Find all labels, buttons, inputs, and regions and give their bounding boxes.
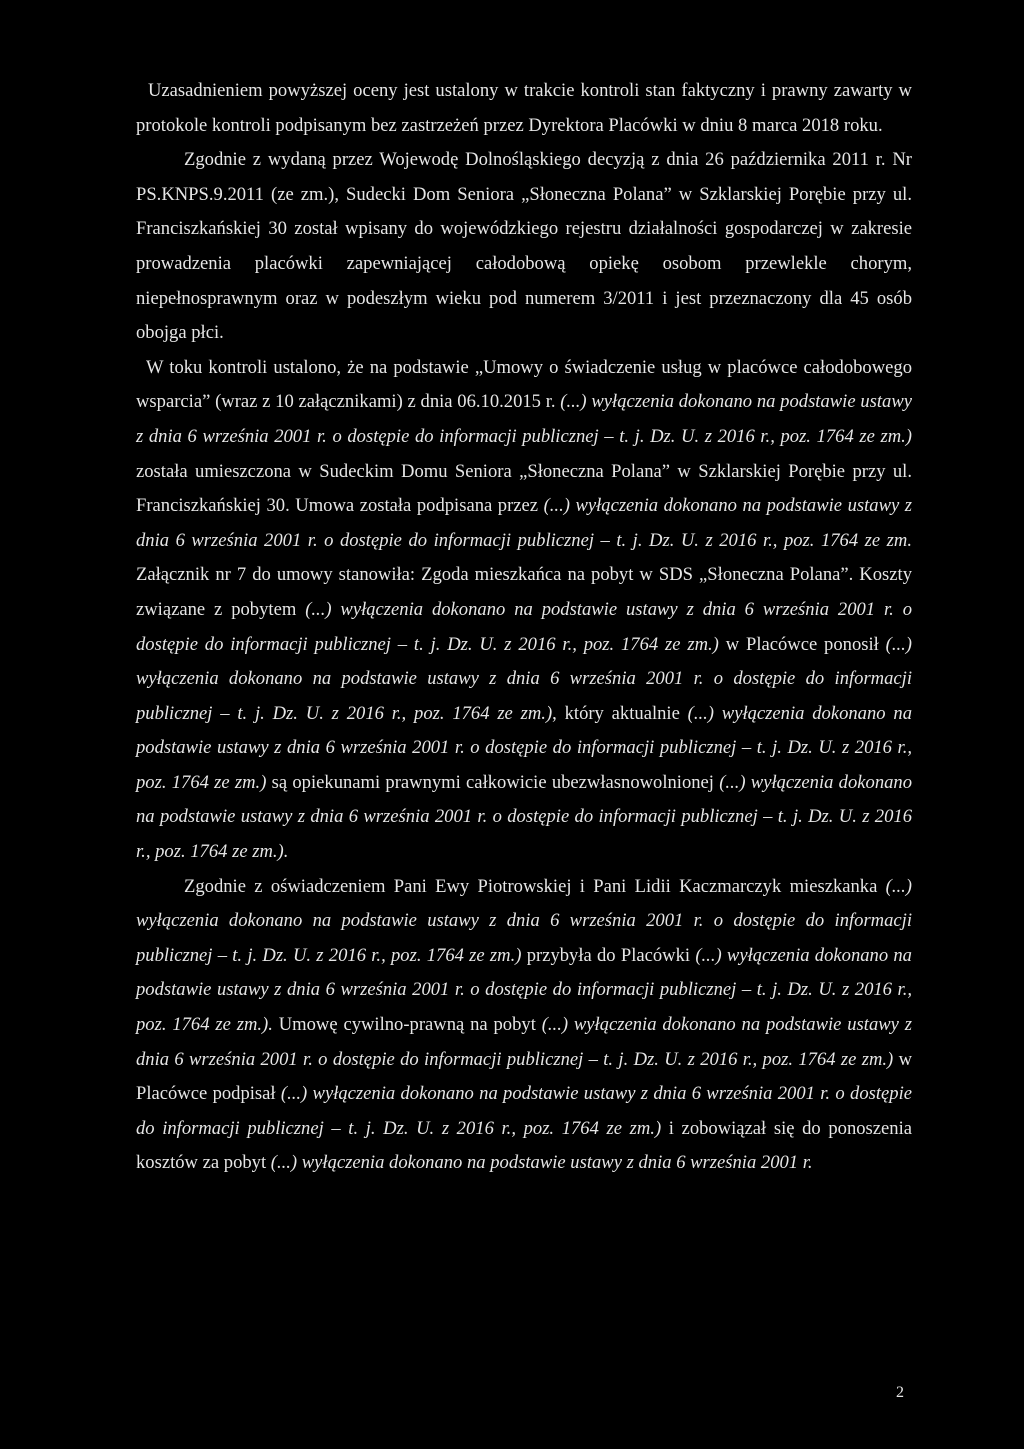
text-segment: w Placówce ponosił [718,633,886,655]
text-segment: i zobowiązał się do ponoszenia kosztów za pobyt [136,1117,912,1174]
text-segment: Umowę cywilno-prawną na pobyt [272,1014,542,1036]
redaction-note: (...) wyłączenia dokonano na podstawie ustawy z dnia 6 września 2001 r. o dostępie do informacji publicznej – t. j. Dz. U. z 2016 r., poz. 1764 ze zm.) [136,875,912,966]
paragraph-inspection-findings [136,351,912,870]
redaction-note: (...) wyłączenia dokonano na podstawie ustawy z dnia 6 września 2001 r. o dostępie do informacji publicznej – t. j. Dz. U. z 2016 r., poz. 1764 ze zm.). [136,944,912,1036]
text-segment: w Placówce podpisał [136,1048,913,1105]
paragraph-staff-statement [136,870,912,1181]
text-segment: W toku kontroli ustalono, że na podstawie „Umowy o świadczenie usług w placówce całodobowego wsparcia” (wraz z 10 załącznikami) z dnia 06.10.2015 r. [136,356,912,413]
text-segment: przybyła do Placówki [521,944,696,966]
redaction-note: (...) wyłączenia dokonano na podstawie ustawy z dnia 6 września 2001 r. o dostępie do informacji publicznej – t. j. Dz. U. z 2016 r., poz. 1764 ze zm.) [136,633,912,724]
redaction-note: (...) wyłączenia dokonano na podstawie ustawy z dnia 6 września 2001 r. o dostępie do informacji publicznej – t. j. Dz. U. z 2016 r., poz. 1764 ze zm.) [136,598,913,655]
redaction-note: (...) wyłączenia dokonano na podstawie ustawy z dnia 6 września 2001 r. o dostępie do informacji publicznej – t. j. Dz. U. z 2016 r., poz. 1764 ze zm.). [136,771,913,863]
page-number: 2 [896,1384,904,1401]
redaction-note: (...) wyłączenia dokonano na podstawie ustawy z dnia 6 września 2001 r. o dostępie do informacji publicznej – t. j. Dz. U. z 2016 r., poz. 1764 ze zm. [136,495,912,551]
text-segment: , który aktualnie [552,702,688,724]
text-segment: została umieszczona w Sudeckim Domu Seniora „Słoneczna Polana” w Szklarskiej Porębie przy ul. Franciszkańskiej 30. Umowa została podpisana przez [136,460,912,517]
text-segment: Uzasadnieniem powyższej oceny jest ustalony w trakcie kontroli stan faktyczny i prawny zawarty w protokole kontroli podpisanym bez zastrzeżeń przez Dyrektora Placówki w dniu 8 marca 2018 roku. [136,80,912,136]
document-page [136,74,912,1181]
redaction-note: (...) wyłączenia dokonano na podstawie ustawy z dnia 6 września 2001 r. o dostępie do informacji publicznej – t. j. Dz. U. z 2016 r., poz. 1764 ze zm.) [136,391,912,447]
text-segment: są opiekunami prawnymi całkowicie ubezwłasnowolnionej [266,771,720,793]
paragraph-registration-decision [136,143,912,351]
text-segment: Zgodnie z oświadczeniem Pani Ewy Piotrowskiej i Pani Lidii Kaczmarczyk mieszkanka [184,875,886,897]
redaction-note: (...) wyłączenia dokonano na podstawie ustawy z dnia 6 września 2001 r. o dostępie do informacji publicznej – t. j. Dz. U. z 2016 r., poz. 1764 ze zm.) [136,1083,912,1139]
text-segment: Zgodnie z wydaną przez Wojewodę Dolnośląskiego decyzją z dnia 26 października 2011 r. Nr PS.KNPS.9.2011 (ze zm.), Sudecki Dom Seniora „Słoneczna Polana” w Szklarskiej Porębie przy ul. Franciszkańskiej 30 został wpisany do wojewódzkiego rejestru działalności gospodarczej w zakresie prowadzenia placówki zapewniającej całodobową opiekę osobom przewlekle chorym, niepełnosprawnym oraz w podeszłym wieku pod numerem 3/2011 i jest przeznaczony dla 45 osób obojga płci. [136,149,912,344]
redaction-note: (...) wyłączenia dokonano na podstawie ustawy z dnia 6 września 2001 r. o dostępie do informacji publicznej – t. j. Dz. U. z 2016 r., poz. 1764 ze zm.) [136,702,912,793]
redaction-note: (...) wyłączenia dokonano na podstawie ustawy z dnia 6 września 2001 r. o dostępie do informacji publicznej – t. j. Dz. U. z 2016 r., poz. 1764 ze zm.) [136,1014,912,1070]
paragraph-assessment-justification [136,74,912,143]
text-segment: Załącznik nr 7 do umowy stanowiła: Zgoda mieszkańca na pobyt w SDS „Słoneczna Polana”. Koszty związane z pobytem [136,564,912,620]
redaction-note: (...) wyłączenia dokonano na podstawie ustawy z dnia 6 września 2001 r. [270,1152,813,1174]
